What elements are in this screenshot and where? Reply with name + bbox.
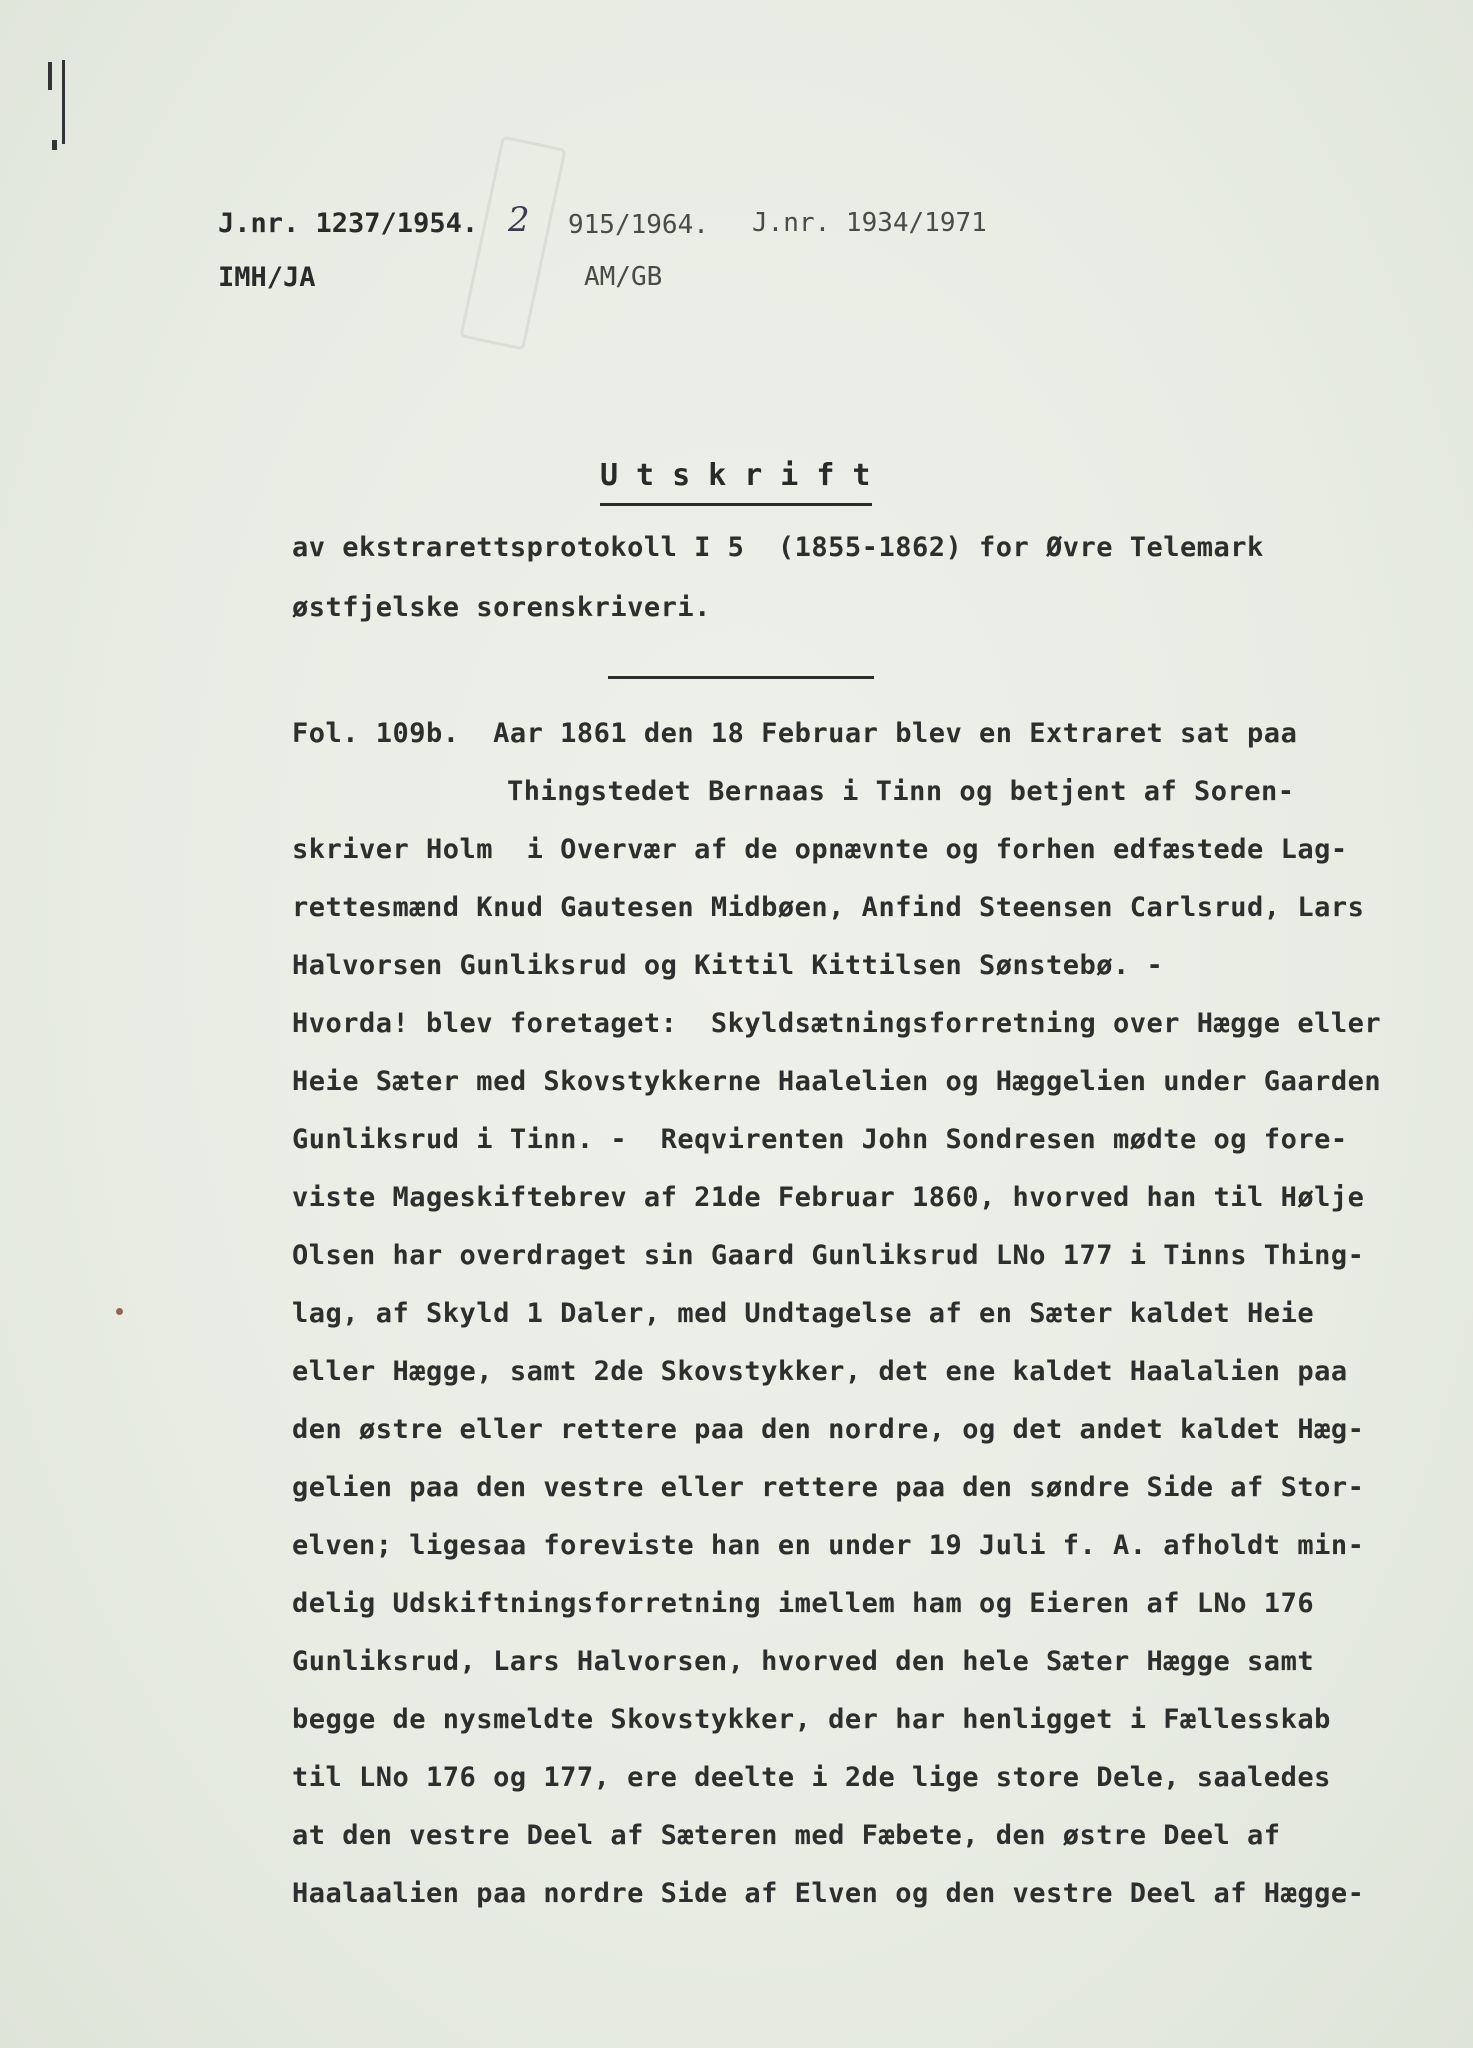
initials-2: AM/GB bbox=[584, 262, 663, 292]
body-line: rettesmænd Knud Gautesen Midbøen, Anfind Steensen Carlsrud, Lars bbox=[292, 892, 1365, 923]
separator-rule bbox=[608, 676, 874, 679]
journal-ref-2: 915/1964. bbox=[568, 210, 709, 240]
body-line: Halvorsen Gunliksrud og Kittil Kittilsen Sønstebø. - bbox=[292, 950, 1164, 981]
journal-ref-3: J.nr. 1934/1971 bbox=[752, 208, 987, 238]
initials-1: IMH/JA bbox=[218, 262, 316, 293]
bleed-through-stamp bbox=[459, 135, 566, 350]
body-line: delig Udskiftningsforretning imellem ham og Eieren af LNo 176 bbox=[292, 1588, 1315, 1619]
binder-mark bbox=[48, 62, 52, 90]
margin-dot bbox=[116, 1308, 123, 1315]
subtitle-line: østfjelske sorenskriveri. bbox=[292, 592, 711, 623]
body-line: Thingstedet Bernaas i Tinn og betjent af Soren- bbox=[507, 776, 1295, 807]
body-line: elven; ligesaa foreviste han en under 19 Juli f. A. afholdt min- bbox=[292, 1530, 1365, 1561]
handwritten-number: 2 bbox=[508, 200, 530, 240]
binder-mark bbox=[52, 140, 57, 150]
body-line: begge de nysmeldte Skovstykker, der har henligget i Fællesskab bbox=[292, 1704, 1331, 1735]
body-line: gelien paa den vestre eller rettere paa den søndre Side af Stor- bbox=[292, 1472, 1365, 1503]
body-line: Fol. 109b. Aar 1861 den 18 Februar blev en Extraret sat paa bbox=[292, 718, 1298, 749]
body-line: Gunliksrud, Lars Halvorsen, hvorved den hele Sæter Hægge samt bbox=[292, 1646, 1315, 1677]
body-line: Haalaalien paa nordre Side af Elven og den vestre Deel af Hægge- bbox=[292, 1878, 1365, 1909]
body-line: lag, af Skyld 1 Daler, med Undtagelse af en Sæter kaldet Heie bbox=[292, 1298, 1315, 1329]
body-line: Hvorda! blev foretaget: Skyldsætningsforretning over Hægge eller bbox=[292, 1008, 1382, 1039]
body-line: den østre eller rettere paa den nordre, og det andet kaldet Hæg- bbox=[292, 1414, 1365, 1445]
subtitle-line: av ekstrarettsprotokoll I 5 (1855-1862) for Øvre Telemark bbox=[292, 532, 1264, 563]
body-line: viste Mageskiftebrev af 21de Februar 1860, hvorved han til Hølje bbox=[292, 1182, 1365, 1213]
body-line: skriver Holm i Overvær af de opnævnte og forhen edfæstede Lag- bbox=[292, 834, 1348, 865]
title-underline bbox=[600, 503, 872, 506]
body-line: til LNo 176 og 177, ere deelte i 2de lige store Dele, saaledes bbox=[292, 1762, 1331, 1793]
binder-mark bbox=[62, 60, 65, 144]
body-line: Olsen har overdraget sin Gaard Gunliksrud LNo 177 i Tinns Thing- bbox=[292, 1240, 1365, 1271]
body-line: eller Hægge, samt 2de Skovstykker, det ene kaldet Haalalien paa bbox=[292, 1356, 1348, 1387]
body-line: at den vestre Deel af Sæteren med Fæbete, den østre Deel af bbox=[292, 1820, 1281, 1851]
body-line: Gunliksrud i Tinn. - Reqvirenten John Sondresen mødte og fore- bbox=[292, 1124, 1348, 1155]
journal-ref-1: J.nr. 1237/1954. bbox=[218, 208, 479, 239]
document-title: Utskrift bbox=[600, 458, 889, 493]
body-line: Heie Sæter med Skovstykkerne Haalelien og Hæggelien under Gaarden bbox=[292, 1066, 1382, 1097]
